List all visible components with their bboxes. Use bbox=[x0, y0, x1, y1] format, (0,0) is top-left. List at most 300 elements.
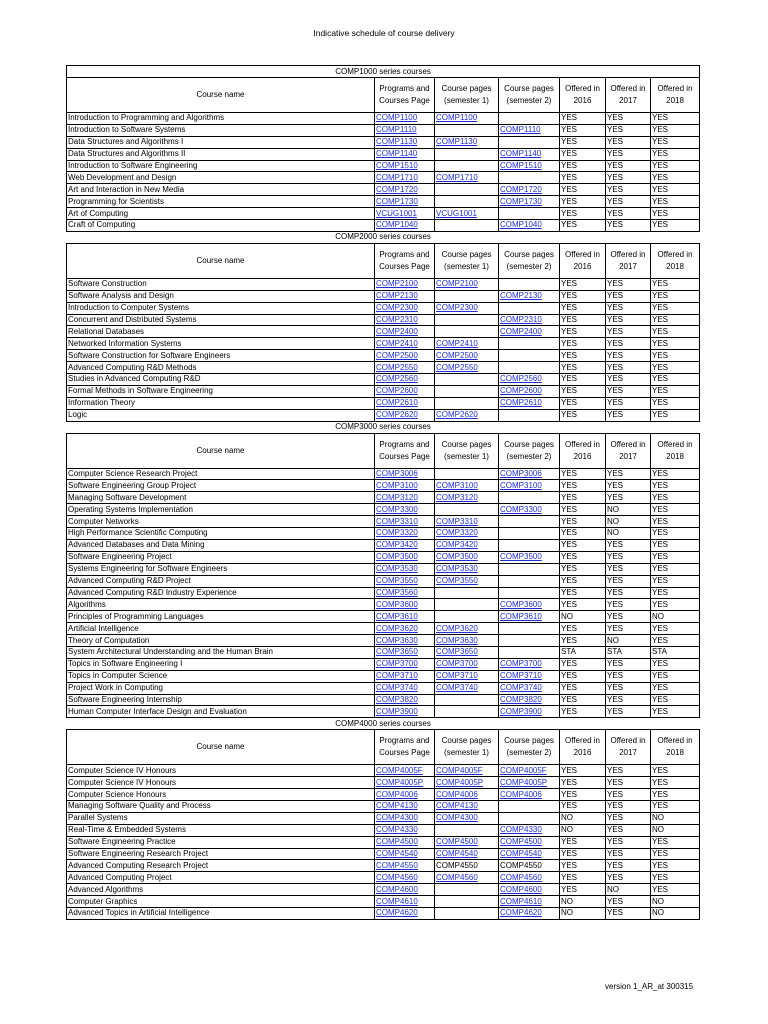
semester2-cell bbox=[499, 670, 560, 682]
offered-2016: YES bbox=[560, 884, 606, 896]
programs-link[interactable]: COMP1040 bbox=[376, 220, 418, 230]
offered-2017: YES bbox=[606, 350, 651, 362]
programs-cell bbox=[375, 563, 435, 575]
programs-link[interactable]: COMP3650 bbox=[376, 647, 418, 657]
semester2-cell bbox=[499, 896, 560, 908]
programs-link[interactable]: COMP2300 bbox=[376, 303, 418, 313]
semester2-cell bbox=[499, 409, 560, 421]
programs-cell bbox=[375, 302, 435, 314]
course-name: Software Engineering Project bbox=[67, 551, 375, 563]
offered-2018: YES bbox=[651, 504, 700, 516]
semester2-cell bbox=[499, 765, 560, 777]
offered-2017: YES bbox=[606, 136, 651, 148]
programs-link[interactable]: COMP4006 bbox=[376, 789, 418, 799]
course-row bbox=[67, 397, 700, 409]
course-row bbox=[67, 623, 700, 635]
semester2-link[interactable]: COMP1140 bbox=[500, 149, 542, 159]
semester1-link[interactable]: COMP4300 bbox=[436, 813, 478, 823]
course-row bbox=[67, 136, 700, 148]
offered-2017: YES bbox=[606, 539, 651, 551]
programs-link[interactable]: COMP2620 bbox=[376, 410, 418, 420]
semester1-cell bbox=[435, 658, 499, 670]
semester1-cell bbox=[435, 314, 499, 326]
section-title-row bbox=[67, 718, 700, 730]
semester1-cell bbox=[435, 220, 499, 232]
semester2-link[interactable]: COMP4006 bbox=[500, 789, 542, 799]
offered-2016: YES bbox=[560, 196, 606, 208]
semester1-cell bbox=[435, 777, 499, 789]
programs-link[interactable]: COMP4300 bbox=[376, 813, 418, 823]
header-row bbox=[67, 433, 700, 468]
programs-link[interactable]: COMP3560 bbox=[376, 587, 418, 597]
semester2-cell bbox=[499, 800, 560, 812]
programs-link[interactable]: COMP3530 bbox=[376, 564, 418, 574]
semester2-cell bbox=[499, 208, 560, 220]
column-header-sem1: Course pages (semester 1) bbox=[435, 243, 499, 278]
course-name: Computer Science IV Honours bbox=[67, 765, 375, 777]
programs-link[interactable]: COMP3320 bbox=[376, 528, 418, 538]
semester1-cell bbox=[435, 302, 499, 314]
programs-link[interactable]: COMP2100 bbox=[376, 279, 418, 289]
programs-cell bbox=[375, 694, 435, 706]
programs-link[interactable]: COMP3100 bbox=[376, 480, 418, 490]
offered-2018: YES bbox=[651, 350, 700, 362]
column-header-course-name: Course name bbox=[67, 433, 375, 468]
semester2-link[interactable]: COMP3610 bbox=[500, 611, 542, 621]
programs-link[interactable]: COMP3120 bbox=[376, 492, 418, 502]
offered-2016: NO bbox=[560, 896, 606, 908]
offered-2017: YES bbox=[606, 623, 651, 635]
programs-link[interactable]: COMP3620 bbox=[376, 623, 418, 633]
semester2-link[interactable]: COMP4620 bbox=[500, 908, 542, 918]
semester1-link[interactable]: COMP2410 bbox=[436, 338, 478, 348]
offered-2016: YES bbox=[560, 409, 606, 421]
semester1-cell bbox=[435, 468, 499, 480]
semester2-link[interactable]: COMP4540 bbox=[500, 848, 542, 858]
semester2-cell bbox=[499, 362, 560, 374]
programs-link[interactable]: COMP3300 bbox=[376, 504, 418, 514]
course-row bbox=[67, 551, 700, 563]
offered-2018: STA bbox=[651, 646, 700, 658]
column-header-sem1: Course pages (semester 1) bbox=[435, 730, 499, 765]
offered-2017: NO bbox=[606, 516, 651, 528]
offered-2017: YES bbox=[606, 611, 651, 623]
semester1-link[interactable]: COMP1100 bbox=[436, 113, 478, 123]
programs-link[interactable]: COMP3420 bbox=[376, 540, 418, 550]
semester1-link[interactable]: COMP3420 bbox=[436, 540, 478, 550]
offered-2016: YES bbox=[560, 220, 606, 232]
programs-link[interactable]: COMP1110 bbox=[376, 125, 417, 135]
semester2-cell bbox=[499, 468, 560, 480]
semester1-link[interactable]: COMP3100 bbox=[436, 480, 478, 490]
semester2-cell bbox=[499, 314, 560, 326]
semester1-cell bbox=[435, 872, 499, 884]
semester2-link[interactable]: COMP4560 bbox=[500, 872, 542, 882]
semester1-cell bbox=[435, 160, 499, 172]
semester2-link[interactable]: COMP4005P bbox=[500, 777, 548, 787]
programs-cell bbox=[375, 136, 435, 148]
programs-link[interactable]: COMP4600 bbox=[376, 884, 418, 894]
programs-link[interactable]: COMP1720 bbox=[376, 184, 418, 194]
offered-2018: YES bbox=[651, 563, 700, 575]
semester2-link[interactable]: COMP4600 bbox=[500, 884, 542, 894]
programs-cell bbox=[375, 635, 435, 647]
semester2-cell bbox=[499, 480, 560, 492]
course-name: Software Engineering Internship bbox=[67, 694, 375, 706]
semester1-cell bbox=[435, 563, 499, 575]
column-header-sem1: Course pages (semester 1) bbox=[435, 433, 499, 468]
programs-cell bbox=[375, 670, 435, 682]
course-name: Advanced Computing Project bbox=[67, 872, 375, 884]
header-row bbox=[67, 78, 700, 113]
offered-2018: YES bbox=[651, 884, 700, 896]
offered-2016: YES bbox=[560, 539, 606, 551]
programs-link[interactable]: COMP3630 bbox=[376, 635, 418, 645]
programs-cell bbox=[375, 789, 435, 801]
programs-link[interactable]: COMP3610 bbox=[376, 611, 418, 621]
programs-cell bbox=[375, 350, 435, 362]
semester1-link[interactable]: COMP4130 bbox=[436, 801, 478, 811]
offered-2018: YES bbox=[651, 278, 700, 290]
programs-cell bbox=[375, 872, 435, 884]
offered-2017: YES bbox=[606, 314, 651, 326]
programs-cell bbox=[375, 516, 435, 528]
offered-2016: YES bbox=[560, 694, 606, 706]
semester1-link[interactable]: COMP4540 bbox=[436, 848, 478, 858]
programs-link[interactable]: COMP2310 bbox=[376, 315, 418, 325]
programs-cell bbox=[375, 290, 435, 302]
course-name: Computer Science IV Honours bbox=[67, 777, 375, 789]
semester1-cell bbox=[435, 682, 499, 694]
programs-link[interactable]: COMP4005P bbox=[376, 777, 424, 787]
semester1-link[interactable]: COMP4006 bbox=[436, 789, 478, 799]
offered-2016: YES bbox=[560, 528, 606, 540]
offered-2016: YES bbox=[560, 374, 606, 386]
offered-2016: YES bbox=[560, 326, 606, 338]
programs-link[interactable]: COMP4610 bbox=[376, 896, 418, 906]
offered-2017: YES bbox=[606, 338, 651, 350]
semester1-cell bbox=[435, 326, 499, 338]
programs-link[interactable]: COMP2560 bbox=[376, 374, 418, 384]
semester2-link[interactable]: COMP3820 bbox=[500, 694, 542, 704]
semester2-link[interactable]: COMP4330 bbox=[500, 825, 542, 835]
offered-2018: YES bbox=[651, 848, 700, 860]
offered-2016: YES bbox=[560, 516, 606, 528]
offered-2017: YES bbox=[606, 706, 651, 718]
programs-link[interactable]: COMP2500 bbox=[376, 350, 418, 360]
semester2-link[interactable]: COMP1040 bbox=[500, 220, 542, 230]
semester1-link[interactable]: COMP4005P bbox=[436, 777, 484, 787]
programs-link[interactable]: COMP4540 bbox=[376, 848, 418, 858]
semester2-link[interactable]: COMP2310 bbox=[500, 315, 542, 325]
course-name: Software Engineering Practice bbox=[67, 836, 375, 848]
semester2-link[interactable]: COMP4500 bbox=[500, 837, 542, 847]
offered-2016: YES bbox=[560, 302, 606, 314]
programs-cell bbox=[375, 172, 435, 184]
semester2-link[interactable]: COMP2400 bbox=[500, 326, 542, 336]
semester1-link[interactable]: COMP1710 bbox=[436, 172, 478, 182]
offered-2016: YES bbox=[560, 504, 606, 516]
course-name: Computer Science Honours bbox=[67, 789, 375, 801]
programs-link[interactable]: COMP3820 bbox=[376, 694, 418, 704]
programs-cell bbox=[375, 504, 435, 516]
programs-link[interactable]: COMP1130 bbox=[376, 137, 418, 147]
semester1-link[interactable]: COMP4500 bbox=[436, 837, 478, 847]
course-row bbox=[67, 706, 700, 718]
semester2-cell bbox=[499, 694, 560, 706]
programs-link[interactable]: COMP3500 bbox=[376, 552, 418, 562]
semester2-link[interactable]: COMP3710 bbox=[500, 671, 542, 681]
semester2-cell bbox=[499, 326, 560, 338]
course-row bbox=[67, 326, 700, 338]
semester2-cell bbox=[499, 220, 560, 232]
semester1-link[interactable]: COMP2550 bbox=[436, 362, 478, 372]
programs-link[interactable]: COMP3740 bbox=[376, 683, 418, 693]
semester1-link[interactable]: COMP3630 bbox=[436, 635, 478, 645]
semester2-cell bbox=[499, 599, 560, 611]
course-name: Software Engineering Group Project bbox=[67, 480, 375, 492]
programs-link[interactable]: COMP4550 bbox=[376, 860, 418, 870]
offered-2016: YES bbox=[560, 682, 606, 694]
course-row bbox=[67, 290, 700, 302]
semester1-link[interactable]: COMP2100 bbox=[436, 279, 478, 289]
semester1-link[interactable]: COMP2500 bbox=[436, 350, 478, 360]
programs-link[interactable]: COMP2550 bbox=[376, 362, 418, 372]
semester1-link[interactable]: COMP4005F bbox=[436, 765, 483, 775]
column-header-programs: Programs and Courses Page bbox=[375, 243, 435, 278]
offered-2017: YES bbox=[606, 789, 651, 801]
offered-2016: YES bbox=[560, 706, 606, 718]
course-name: Programming for Scientists bbox=[67, 196, 375, 208]
programs-link[interactable]: COMP3550 bbox=[376, 576, 418, 586]
programs-link[interactable]: COMP1140 bbox=[376, 149, 418, 159]
course-name: Operating Systems Implementation bbox=[67, 504, 375, 516]
programs-link[interactable]: COMP1710 bbox=[376, 172, 418, 182]
programs-link[interactable]: COMP2600 bbox=[376, 386, 418, 396]
semester1-link[interactable]: COMP3620 bbox=[436, 623, 478, 633]
semester1-cell bbox=[435, 836, 499, 848]
semester1-link[interactable]: COMP2300 bbox=[436, 303, 478, 313]
semester1-link[interactable]: COMP3320 bbox=[436, 528, 478, 538]
semester1-link[interactable]: COMP3710 bbox=[436, 671, 478, 681]
offered-2018: YES bbox=[651, 184, 700, 196]
course-row bbox=[67, 208, 700, 220]
semester2-link[interactable]: COMP3500 bbox=[500, 552, 542, 562]
programs-link[interactable]: COMP1510 bbox=[376, 161, 418, 170]
programs-cell bbox=[375, 208, 435, 220]
course-row bbox=[67, 599, 700, 611]
semester2-cell bbox=[499, 812, 560, 824]
programs-link[interactable]: COMP1100 bbox=[376, 113, 418, 123]
programs-link[interactable]: COMP2130 bbox=[376, 291, 418, 301]
offered-2017: YES bbox=[606, 160, 651, 172]
offered-2016: YES bbox=[560, 338, 606, 350]
semester1-link[interactable]: COMP3500 bbox=[436, 552, 478, 562]
course-name: Theory of Computation bbox=[67, 635, 375, 647]
programs-cell bbox=[375, 860, 435, 872]
offered-2016: YES bbox=[560, 670, 606, 682]
offered-2018: YES bbox=[651, 528, 700, 540]
semester2-link[interactable]: COMP3006 bbox=[500, 469, 542, 479]
semester1-link[interactable]: COMP3650 bbox=[436, 647, 478, 657]
course-name: Art of Computing bbox=[67, 208, 375, 220]
programs-cell bbox=[375, 385, 435, 397]
offered-2018: YES bbox=[651, 492, 700, 504]
offered-2016: YES bbox=[560, 575, 606, 587]
semester2-link[interactable]: COMP3100 bbox=[500, 480, 542, 490]
programs-link[interactable]: COMP3700 bbox=[376, 659, 418, 669]
programs-cell bbox=[375, 824, 435, 836]
course-name: Parallel Systems bbox=[67, 812, 375, 824]
offered-2016: YES bbox=[560, 208, 606, 220]
semester2-link[interactable]: COMP1110 bbox=[500, 125, 541, 135]
semester2-cell bbox=[499, 338, 560, 350]
programs-cell bbox=[375, 896, 435, 908]
offered-2018: YES bbox=[651, 587, 700, 599]
semester1-cell bbox=[435, 646, 499, 658]
programs-link[interactable]: COMP4560 bbox=[376, 872, 418, 882]
semester2-link[interactable]: COMP2610 bbox=[500, 398, 542, 408]
offered-2018: YES bbox=[651, 480, 700, 492]
offered-2018: YES bbox=[651, 338, 700, 350]
semester1-link[interactable]: COMP1130 bbox=[436, 137, 478, 147]
programs-link[interactable]: COMP4330 bbox=[376, 825, 418, 835]
programs-cell bbox=[375, 492, 435, 504]
semester2-link[interactable]: COMP3740 bbox=[500, 683, 542, 693]
semester1-link[interactable]: COMP3740 bbox=[436, 683, 478, 693]
programs-link[interactable]: COMP4500 bbox=[376, 837, 418, 847]
semester1-cell bbox=[435, 184, 499, 196]
offered-2018: YES bbox=[651, 836, 700, 848]
offered-2017: YES bbox=[606, 184, 651, 196]
offered-2018: NO bbox=[651, 907, 700, 919]
semester1-link[interactable]: COMP3550 bbox=[436, 576, 478, 586]
programs-link[interactable]: COMP3310 bbox=[376, 516, 418, 526]
programs-link[interactable]: COMP3900 bbox=[376, 706, 418, 716]
offered-2016: YES bbox=[560, 148, 606, 160]
semester1-cell bbox=[435, 884, 499, 896]
offered-2018: YES bbox=[651, 765, 700, 777]
programs-link[interactable]: COMP4130 bbox=[376, 801, 418, 811]
course-row bbox=[67, 765, 700, 777]
semester2-link[interactable]: COMP2600 bbox=[500, 386, 542, 396]
semester2-cell bbox=[499, 350, 560, 362]
programs-cell bbox=[375, 480, 435, 492]
column-header-y2017: Offered in 2017 bbox=[606, 433, 651, 468]
programs-link[interactable]: COMP2410 bbox=[376, 338, 418, 348]
column-header-sem2: Course pages (semester 2) bbox=[499, 730, 560, 765]
offered-2017: YES bbox=[606, 670, 651, 682]
offered-2017: YES bbox=[606, 172, 651, 184]
semester2-link[interactable]: COMP1730 bbox=[500, 196, 542, 206]
programs-link[interactable]: COMP2610 bbox=[376, 398, 418, 408]
course-row bbox=[67, 362, 700, 374]
programs-cell bbox=[375, 575, 435, 587]
programs-cell bbox=[375, 220, 435, 232]
course-name: System Architectural Understanding and the Human Brain bbox=[67, 646, 375, 658]
semester1-link[interactable]: COMP3310 bbox=[436, 516, 478, 526]
semester2-cell bbox=[499, 884, 560, 896]
semester1-cell bbox=[435, 374, 499, 386]
column-header-sem1: Course pages (semester 1) bbox=[435, 78, 499, 113]
programs-link[interactable]: COMP3710 bbox=[376, 671, 418, 681]
course-row bbox=[67, 113, 700, 125]
programs-link[interactable]: COMP3600 bbox=[376, 599, 418, 609]
semester1-link[interactable]: COMP3700 bbox=[436, 659, 478, 669]
semester2-link[interactable]: COMP3900 bbox=[500, 706, 542, 716]
offered-2016: YES bbox=[560, 599, 606, 611]
course-row bbox=[67, 338, 700, 350]
semester1-link[interactable]: COMP3120 bbox=[436, 492, 478, 502]
course-name: Introduction to Software Systems bbox=[67, 124, 375, 136]
semester2-link[interactable]: COMP4610 bbox=[500, 896, 542, 906]
semester2-cell bbox=[499, 397, 560, 409]
offered-2018: YES bbox=[651, 706, 700, 718]
offered-2018: NO bbox=[651, 824, 700, 836]
semester2-link[interactable]: COMP1510 bbox=[500, 161, 542, 170]
programs-link[interactable]: COMP1730 bbox=[376, 196, 418, 206]
offered-2016: YES bbox=[560, 836, 606, 848]
semester2-cell bbox=[499, 196, 560, 208]
semester2-link[interactable]: COMP1720 bbox=[500, 184, 542, 194]
programs-link[interactable]: VCUG1001 bbox=[376, 208, 417, 218]
semester1-cell bbox=[435, 480, 499, 492]
offered-2016: YES bbox=[560, 635, 606, 647]
semester2-link[interactable]: COMP3600 bbox=[500, 599, 542, 609]
semester1-cell bbox=[435, 278, 499, 290]
programs-link[interactable]: COMP4005F bbox=[376, 765, 423, 775]
offered-2018: YES bbox=[651, 623, 700, 635]
programs-cell bbox=[375, 184, 435, 196]
offered-2016: YES bbox=[560, 551, 606, 563]
offered-2018: YES bbox=[651, 599, 700, 611]
semester2-link[interactable]: COMP2560 bbox=[500, 374, 542, 384]
course-name: Software Construction bbox=[67, 278, 375, 290]
offered-2016: NO bbox=[560, 611, 606, 623]
course-name: Information Theory bbox=[67, 397, 375, 409]
programs-cell bbox=[375, 848, 435, 860]
semester1-link[interactable]: COMP2620 bbox=[436, 410, 478, 420]
course-name: Project Work in Computing bbox=[67, 682, 375, 694]
semester2-cell bbox=[499, 160, 560, 172]
semester2-link[interactable]: COMP2130 bbox=[500, 291, 542, 301]
offered-2016: YES bbox=[560, 160, 606, 172]
course-row bbox=[67, 278, 700, 290]
programs-link[interactable]: COMP4620 bbox=[376, 908, 418, 918]
semester1-link[interactable]: VCUG1001 bbox=[436, 208, 477, 218]
semester2-link[interactable]: COMP3300 bbox=[500, 504, 542, 514]
semester1-cell bbox=[435, 896, 499, 908]
semester2-link[interactable]: COMP3700 bbox=[500, 659, 542, 669]
offered-2017: YES bbox=[606, 468, 651, 480]
semester1-cell bbox=[435, 208, 499, 220]
course-row bbox=[67, 314, 700, 326]
programs-cell bbox=[375, 907, 435, 919]
offered-2016: YES bbox=[560, 124, 606, 136]
semester2-cell bbox=[499, 587, 560, 599]
semester2-cell bbox=[499, 777, 560, 789]
programs-link[interactable]: COMP2400 bbox=[376, 326, 418, 336]
offered-2017: YES bbox=[606, 290, 651, 302]
semester2-link[interactable]: COMP4005F bbox=[500, 765, 547, 775]
semester1-link[interactable]: COMP3530 bbox=[436, 564, 478, 574]
semester1-cell bbox=[435, 397, 499, 409]
semester1-link[interactable]: COMP4560 bbox=[436, 872, 478, 882]
semester2-cell bbox=[499, 184, 560, 196]
programs-link[interactable]: COMP3006 bbox=[376, 469, 418, 479]
offered-2018: YES bbox=[651, 682, 700, 694]
offered-2017: NO bbox=[606, 884, 651, 896]
